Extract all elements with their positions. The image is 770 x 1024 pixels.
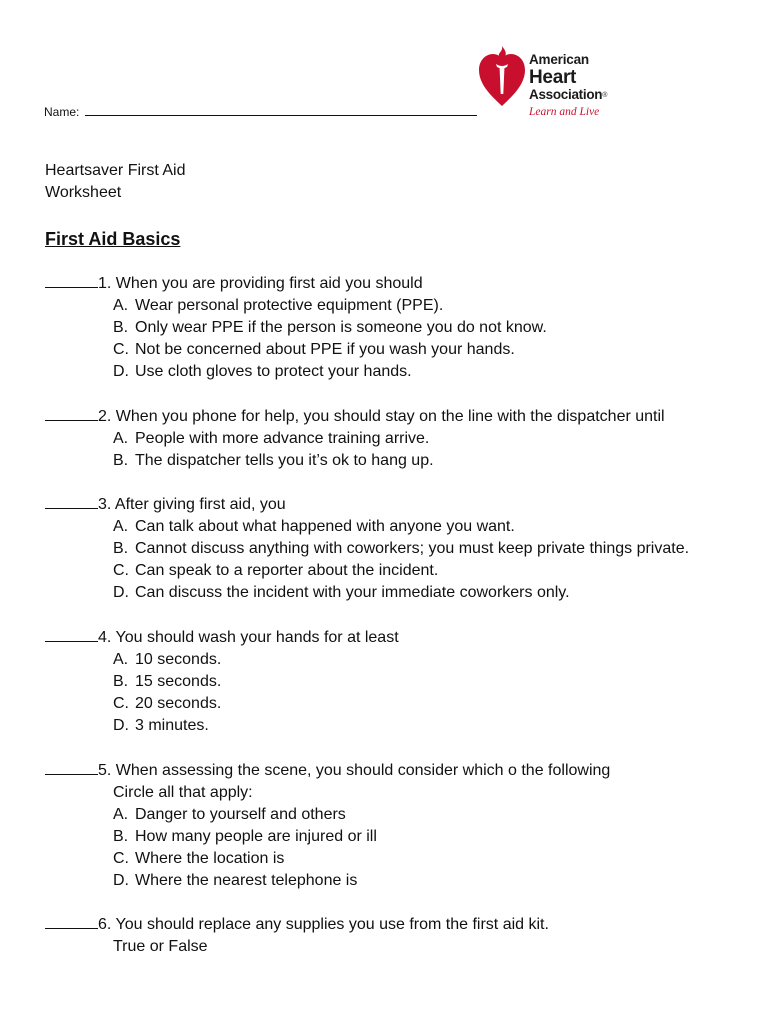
logo-line-3-text: Association: [529, 86, 603, 102]
answer-blank[interactable]: [45, 406, 98, 421]
question-text: When you are providing first aid you should: [115, 275, 423, 292]
option-letter: A.: [113, 297, 129, 315]
document-title: [45, 160, 185, 204]
option-list: [45, 295, 547, 383]
question-number: 2.: [98, 408, 112, 425]
option-text: 15 seconds.: [135, 673, 222, 691]
question-line: [45, 406, 665, 428]
option-list: [45, 516, 689, 604]
option-letter: A.: [113, 651, 129, 669]
option-text: Only wear PPE if the person is someone you do not know.: [135, 319, 547, 337]
option-item: [45, 450, 665, 472]
option-text: Where the nearest telephone is: [135, 872, 358, 890]
question-number: 1.: [98, 275, 112, 292]
answer-blank[interactable]: [45, 760, 98, 775]
option-item: [45, 295, 547, 317]
option-text: 3 minutes.: [135, 717, 209, 735]
title-line-1: Heartsaver First Aid: [45, 162, 186, 179]
option-text: Can discuss the incident with your immediate coworkers only.: [135, 584, 570, 602]
answer-blank[interactable]: [45, 273, 98, 288]
option-text: People with more advance training arrive.: [135, 430, 430, 448]
answer-blank[interactable]: [45, 494, 98, 509]
question-4: [45, 627, 399, 737]
option-item: [45, 649, 399, 671]
question-number: 5.: [98, 762, 112, 779]
option-letter: C.: [113, 695, 129, 713]
option-item: [45, 671, 399, 693]
question-instruction: Circle all that apply:: [113, 784, 253, 802]
question-text: After giving first aid, you: [114, 496, 286, 513]
option-text: Cannot discuss anything with coworkers; you must keep private things private.: [135, 540, 690, 558]
option-letter: D.: [113, 717, 129, 735]
question-line: [45, 914, 549, 936]
option-text: Danger to yourself and others: [135, 806, 346, 824]
question-text: When you phone for help, you should stay on the line with the dispatcher until: [115, 408, 665, 425]
registered-mark: ®: [602, 91, 608, 99]
option-letter: C.: [113, 341, 129, 359]
option-letter: B.: [113, 452, 129, 470]
option-item: [45, 339, 547, 361]
option-letter: C.: [113, 850, 129, 868]
option-letter: C.: [113, 562, 129, 580]
option-item: [45, 560, 689, 582]
name-label: Name:: [44, 105, 80, 119]
option-item: [45, 804, 610, 826]
question-3: [45, 494, 689, 604]
question-2: [45, 406, 665, 472]
question-text: You should wash your hands for at least: [115, 629, 399, 646]
logo-line-3: [529, 88, 607, 102]
option-text: How many people are injured or ill: [135, 828, 377, 846]
name-field: [44, 103, 477, 120]
true-false-choice: True or False: [113, 938, 208, 956]
logo-line-2: Heart: [529, 66, 577, 88]
option-text: Can talk about what happened with anyone you want.: [135, 518, 515, 536]
logo-line-1: American: [529, 52, 589, 67]
name-blank-line[interactable]: [85, 103, 477, 116]
option-list: [45, 428, 665, 472]
option-text: Use cloth gloves to protect your hands.: [135, 363, 412, 381]
option-item: [45, 428, 665, 450]
option-item: [45, 715, 399, 737]
option-letter: B.: [113, 540, 129, 558]
question-line: [45, 627, 399, 649]
question-5: [45, 760, 610, 893]
aha-wordmark: [529, 53, 607, 101]
question-line: [45, 273, 547, 295]
option-letter: A.: [113, 518, 129, 536]
question-line: [45, 760, 610, 782]
option-text: Where the location is: [135, 850, 285, 868]
option-item: [45, 317, 547, 339]
question-number: 4.: [98, 629, 112, 646]
option-letter: D.: [113, 584, 129, 602]
question-6: [45, 914, 549, 958]
question-text: You should replace any supplies you use from the first aid kit.: [115, 916, 549, 933]
option-item: [45, 361, 547, 383]
option-item: [45, 848, 610, 870]
option-letter: B.: [113, 319, 129, 337]
question-1: [45, 273, 547, 383]
option-letter: A.: [113, 806, 129, 824]
aha-logo: [476, 44, 636, 124]
answer-blank[interactable]: [45, 914, 98, 929]
option-item: [45, 582, 689, 604]
option-list: [45, 649, 399, 737]
option-text: Not be concerned about PPE if you wash your hands.: [135, 341, 515, 359]
question-number: 6.: [98, 916, 112, 933]
question-line: [45, 494, 689, 516]
option-item: [45, 538, 689, 560]
option-letter: B.: [113, 828, 129, 846]
question-text: When assessing the scene, you should consider which o the following: [115, 762, 611, 779]
option-letter: D.: [113, 363, 129, 381]
section-heading: First Aid Basics: [45, 229, 181, 249]
option-text: 20 seconds.: [135, 695, 222, 713]
title-line-2: Worksheet: [45, 184, 122, 201]
option-letter: A.: [113, 430, 129, 448]
logo-tagline: Learn and Live: [529, 106, 600, 118]
option-item: [45, 693, 399, 715]
heart-torch-icon: [476, 44, 528, 110]
option-text: Can speak to a reporter about the incident.: [135, 562, 439, 580]
option-text: Wear personal protective equipment (PPE).: [135, 297, 444, 315]
option-item: [45, 870, 610, 892]
question-number: 3.: [98, 496, 112, 513]
option-item: [45, 516, 689, 538]
option-list: [45, 804, 610, 892]
option-item: [45, 826, 610, 848]
option-letter: B.: [113, 673, 129, 691]
option-text: 10 seconds.: [135, 651, 222, 669]
option-text: The dispatcher tells you it’s ok to hang up.: [135, 452, 434, 470]
answer-blank[interactable]: [45, 627, 98, 642]
option-letter: D.: [113, 872, 129, 890]
